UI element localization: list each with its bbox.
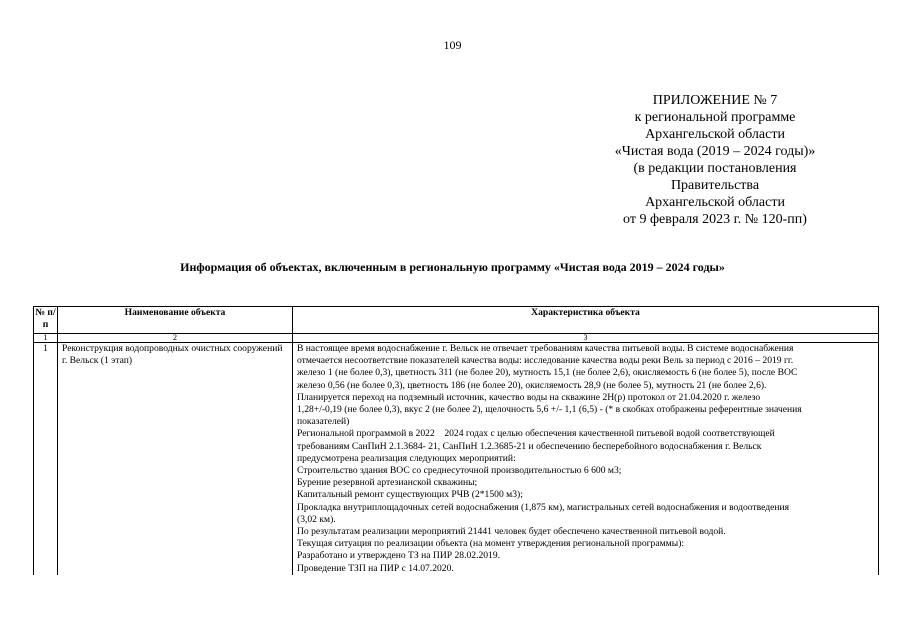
object-name: Реконструкция водопроводных очистных сооружений г. Вельск (1 этап) bbox=[58, 343, 293, 575]
document-title: Информация об объектах, включенным в региональную программу «Чистая вода 2019 – 2024 годы» bbox=[180, 260, 725, 274]
description-line: Прокладка внутриплощадочных сетей водоснабжения (1,875 км), магистральных сетей водоснабжения и водоотведения bbox=[297, 501, 790, 513]
appendix-line: Архангельской области bbox=[645, 127, 785, 142]
description-line: (3,02 км). bbox=[297, 513, 336, 525]
appendix-line: Архангельской области bbox=[645, 195, 785, 210]
appendix-line: «Чистая вода (2019 – 2024 годы)» bbox=[614, 144, 816, 159]
appendix-line: (в редакции постановления bbox=[633, 161, 797, 176]
column-index: 1 bbox=[34, 334, 58, 343]
description-line: Капитальный ремонт существующих РЧВ (2*1500 м3); bbox=[297, 489, 523, 501]
header-name: Наименование объекта bbox=[58, 307, 293, 334]
table-header-row bbox=[34, 307, 879, 334]
description-line: Планируется переход на подземный источник, качество воды на скважине 2Н(р) протокол от 21.04.2020 г. железо bbox=[297, 391, 761, 403]
description-line: железо 0,56 (не более 0,3), цветность 186 (не более 20), окисляемость 28,9 (не более 5), мутность 21 (не более 2,6). bbox=[297, 379, 767, 391]
page-number: 109 bbox=[443, 38, 462, 52]
appendix-line: к региональной программе bbox=[634, 110, 796, 125]
description-line: Текущая ситуация по реализации объекта (на момент утверждения региональной программы): bbox=[297, 538, 685, 550]
appendix-line: от 9 февраля 2023 г. № 120-пп) bbox=[623, 212, 807, 227]
description-line: Строительство здания ВОС со среднесуточной производительностью 6 600 м3; bbox=[297, 465, 622, 477]
row-number: 1 bbox=[34, 343, 58, 575]
description-line: По результатам реализации мероприятий 21441 человек будет обеспечено качественной питьевой водой. bbox=[297, 526, 726, 538]
description-line: требованиям СанПиН 2.1.3684- 21, СанПиН 1.2.3685-21 и обеспечению бесперебойного водоснабжения г. Вельск bbox=[297, 440, 762, 452]
description-line: железо 1 (не более 0,3), цветность 311 (не более 20), мутность 15,1 (не более 2,6), окисляемость 6 (не более 5), после ВОС bbox=[297, 367, 798, 379]
description-line: Региональной программой в 2022 2024 годах с целью обеспечения качественной питьевой водой соответствующей bbox=[297, 428, 775, 440]
description-line: показателей) bbox=[297, 416, 350, 428]
appendix-header bbox=[595, 92, 835, 228]
description-line: 1,28+/-0,19 (не более 0,3), вкус 2 (не более 2), щелочность 5,6 +/- 1,1 (6,5) - (* в скобках отображены референтные значения bbox=[297, 404, 802, 416]
description-line: предусмотрена реализация следующих мероприятий: bbox=[297, 452, 516, 464]
appendix-line: ПРИЛОЖЕНИЕ № 7 bbox=[652, 93, 778, 108]
column-index: 3 bbox=[293, 334, 879, 343]
description-line: Проведение ТЗП на ПИР с 14.07.2020. bbox=[297, 562, 454, 574]
column-index-row bbox=[34, 334, 879, 343]
table-row bbox=[34, 343, 879, 575]
objects-table bbox=[33, 306, 879, 575]
object-description bbox=[293, 343, 879, 575]
header-num: № п/п bbox=[34, 307, 58, 334]
description-line: Бурение резервной артезианской скважины; bbox=[297, 477, 478, 489]
column-index: 2 bbox=[58, 334, 293, 343]
description-line: отмечается несоответствие показателей качества воды: исследование качества воды реки Вель за период с 2016 – 2019 гг. bbox=[297, 355, 794, 367]
description-line: Разработано и утверждено ТЗ на ПИР 28.02.2019. bbox=[297, 550, 501, 562]
header-description: Характеристика объекта bbox=[293, 307, 879, 334]
description-line: В настоящее время водоснабжение г. Вельск не отвечает требованиям качества питьевой воды. В системе водоснабжения bbox=[297, 343, 794, 354]
appendix-line: Правительства bbox=[670, 178, 760, 193]
